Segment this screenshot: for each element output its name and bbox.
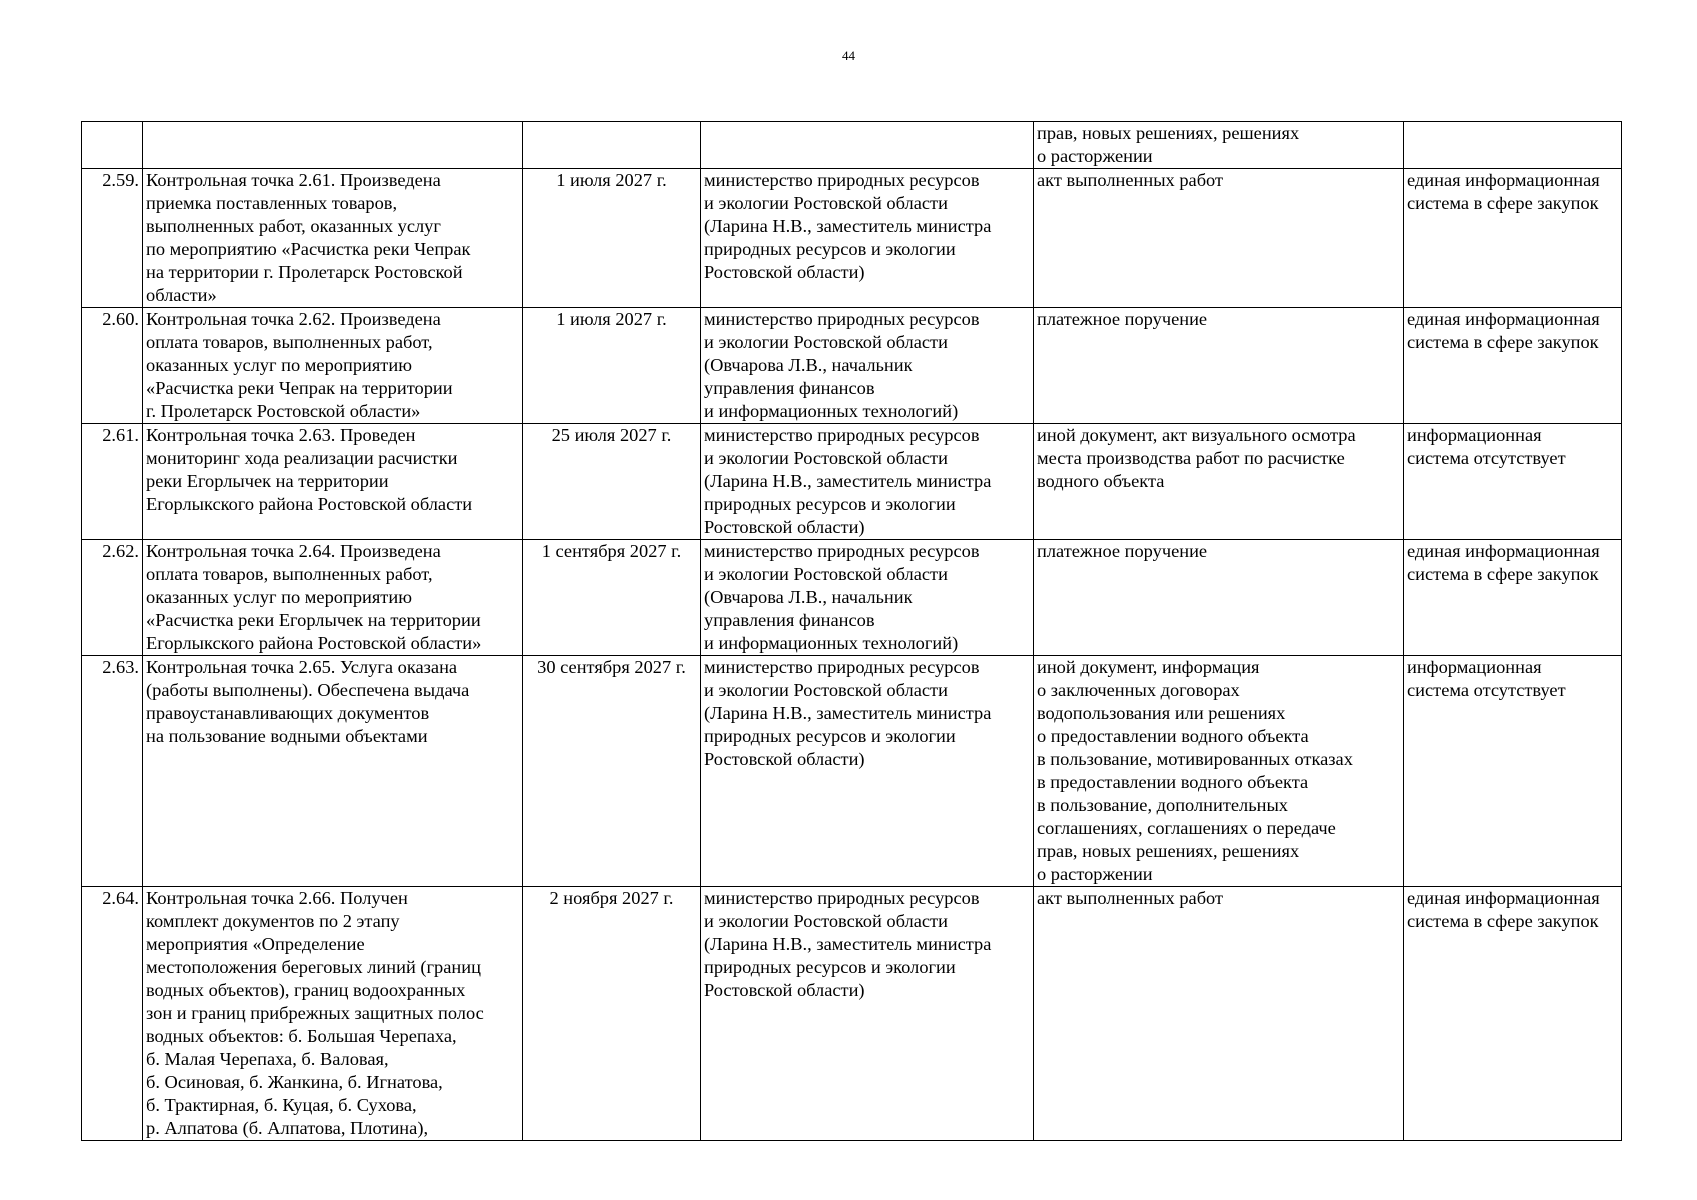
cell-event bbox=[143, 656, 523, 887]
cell-text-line: система отсутствует bbox=[1407, 680, 1566, 700]
cell-responsible bbox=[701, 169, 1034, 308]
cell-text-line: соглашениях, соглашениях о передаче bbox=[1037, 818, 1336, 838]
cell-event bbox=[143, 122, 523, 169]
cell-text-line: Контрольная точка 2.63. Проведен bbox=[146, 425, 416, 445]
table-row bbox=[82, 122, 1622, 169]
cell-responsible bbox=[701, 122, 1034, 169]
cell-text-line: о предоставлении водного объекта bbox=[1037, 726, 1309, 746]
table-row bbox=[82, 540, 1622, 656]
cell-text-line: р. Алпатова (б. Алпатова, Плотина), bbox=[146, 1118, 429, 1138]
cell-text-line: г. Пролетарск Ростовской области» bbox=[146, 401, 421, 421]
cell-text-line: и информационных технологий) bbox=[704, 633, 959, 653]
cell-system bbox=[1404, 540, 1622, 656]
cell-text-line: иной документ, акт визуального осмотра bbox=[1037, 425, 1356, 445]
cell-text-line: природных ресурсов и экологии bbox=[704, 494, 956, 514]
cell-text-line: «Расчистка реки Чепрак на территории bbox=[146, 378, 453, 398]
cell-text-line: управления финансов bbox=[704, 378, 875, 398]
cell-date bbox=[523, 122, 701, 169]
cell-text-line: система в сфере закупок bbox=[1407, 332, 1599, 352]
cell-text-line: акт выполненных работ bbox=[1037, 170, 1224, 190]
cell-document bbox=[1034, 656, 1404, 887]
cell-text-line: и информационных технологий) bbox=[704, 401, 959, 421]
cell-event bbox=[143, 887, 523, 1141]
cell-text-line: управления финансов bbox=[704, 610, 875, 630]
cell-text-line: Ростовской области) bbox=[704, 517, 865, 537]
cell-text-line: (Ларина Н.В., заместитель министра bbox=[704, 471, 992, 491]
cell-text-line: Контрольная точка 2.65. Услуга оказана bbox=[146, 657, 458, 677]
cell-text-line: природных ресурсов и экологии bbox=[704, 239, 956, 259]
cell-text-line: система в сфере закупок bbox=[1407, 911, 1599, 931]
cell-text-line: мониторинг хода реализации расчистки bbox=[146, 448, 458, 468]
cell-text-line: б. Трактирная, б. Куцая, б. Сухова, bbox=[146, 1095, 417, 1115]
cell-text-line: Егорлыкского района Ростовской области bbox=[146, 494, 473, 514]
cell-text-line: б. Осиновая, б. Жанкина, б. Игнатова, bbox=[146, 1072, 443, 1092]
cell-system bbox=[1404, 308, 1622, 424]
cell-date: 1 июля 2027 г. bbox=[523, 169, 701, 308]
cell-text-line: (Ларина Н.В., заместитель министра bbox=[704, 216, 992, 236]
cell-text-line: единая информационная bbox=[1407, 309, 1600, 329]
cell-text-line: в пользование, мотивированных отказах bbox=[1037, 749, 1353, 769]
cell-text-line: прав, новых решениях, решениях bbox=[1037, 841, 1300, 861]
cell-text-line: министерство природных ресурсов bbox=[704, 309, 980, 329]
cell-system bbox=[1404, 656, 1622, 887]
cell-text-line: в пользование, дополнительных bbox=[1037, 795, 1289, 815]
cell-text-line: правоустанавливающих документов bbox=[146, 703, 430, 723]
cell-text-line: система в сфере закупок bbox=[1407, 193, 1599, 213]
cell-text-line: «Расчистка реки Егорлычек на территории bbox=[146, 610, 481, 630]
cell-responsible bbox=[701, 540, 1034, 656]
cell-number: 2.62. bbox=[82, 540, 143, 656]
cell-system bbox=[1404, 122, 1622, 169]
cell-date: 1 сентября 2027 г. bbox=[523, 540, 701, 656]
table-row bbox=[82, 308, 1622, 424]
cell-text-line: министерство природных ресурсов bbox=[704, 170, 980, 190]
cell-text-line: выполненных работ, оказанных услуг bbox=[146, 216, 441, 236]
page-number: 44 bbox=[842, 48, 855, 63]
cell-text-line: реки Егорлычек на территории bbox=[146, 471, 389, 491]
cell-text-line: (Овчарова Л.В., начальник bbox=[704, 355, 913, 375]
cell-text-line: мероприятия «Определение bbox=[146, 934, 365, 954]
cell-text-line: министерство природных ресурсов bbox=[704, 541, 980, 561]
cell-text-line: на пользование водными объектами bbox=[146, 726, 428, 746]
table-row bbox=[82, 887, 1622, 1141]
cell-text-line: и экологии Ростовской области bbox=[704, 332, 948, 352]
cell-text-line: информационная bbox=[1407, 425, 1542, 445]
cell-text-line: оказанных услуг по мероприятию bbox=[146, 587, 412, 607]
cell-text-line: единая информационная bbox=[1407, 541, 1600, 561]
cell-text-line: Контрольная точка 2.66. Получен bbox=[146, 888, 408, 908]
cell-text-line: информационная bbox=[1407, 657, 1542, 677]
cell-document bbox=[1034, 424, 1404, 540]
cell-document bbox=[1034, 540, 1404, 656]
cell-number: 2.63. bbox=[82, 656, 143, 887]
cell-text-line: платежное поручение bbox=[1037, 309, 1208, 329]
cell-text-line: прав, новых решениях, решениях bbox=[1037, 123, 1300, 143]
cell-text-line: водопользования или решениях bbox=[1037, 703, 1286, 723]
cell-system bbox=[1404, 887, 1622, 1141]
cell-responsible bbox=[701, 308, 1034, 424]
cell-document bbox=[1034, 308, 1404, 424]
cell-text-line: водного объекта bbox=[1037, 471, 1165, 491]
cell-date: 2 ноября 2027 г. bbox=[523, 887, 701, 1141]
cell-text-line: оплата товаров, выполненных работ, bbox=[146, 332, 433, 352]
cell-text-line: водных объектов: б. Большая Черепаха, bbox=[146, 1026, 457, 1046]
cell-text-line: министерство природных ресурсов bbox=[704, 425, 980, 445]
cell-text-line: иной документ, информация bbox=[1037, 657, 1260, 677]
cell-text-line: б. Малая Черепаха, б. Валовая, bbox=[146, 1049, 389, 1069]
cell-text-line: система отсутствует bbox=[1407, 448, 1566, 468]
cell-text-line: оплата товаров, выполненных работ, bbox=[146, 564, 433, 584]
cell-text-line: о заключенных договорах bbox=[1037, 680, 1240, 700]
cell-text-line: на территории г. Пролетарск Ростовской bbox=[146, 262, 463, 282]
cell-event bbox=[143, 169, 523, 308]
cell-text-line: приемка поставленных товаров, bbox=[146, 193, 398, 213]
cell-text-line: единая информационная bbox=[1407, 170, 1600, 190]
cell-text-line: природных ресурсов и экологии bbox=[704, 726, 956, 746]
cell-text-line: Ростовской области) bbox=[704, 980, 865, 1000]
cell-text-line: и экологии Ростовской области bbox=[704, 911, 948, 931]
cell-text-line: система в сфере закупок bbox=[1407, 564, 1599, 584]
cell-text-line: и экологии Ростовской области bbox=[704, 564, 948, 584]
cell-event bbox=[143, 424, 523, 540]
cell-text-line: по мероприятию «Расчистка реки Чепрак bbox=[146, 239, 471, 259]
cell-document bbox=[1034, 169, 1404, 308]
cell-text-line: водных объектов), границ водоохранных bbox=[146, 980, 466, 1000]
cell-number: 2.60. bbox=[82, 308, 143, 424]
table-body bbox=[82, 122, 1622, 1141]
cell-responsible bbox=[701, 656, 1034, 887]
cell-text-line: и экологии Ростовской области bbox=[704, 193, 948, 213]
cell-text-line: (Ларина Н.В., заместитель министра bbox=[704, 934, 992, 954]
cell-system bbox=[1404, 169, 1622, 308]
cell-responsible bbox=[701, 424, 1034, 540]
cell-event bbox=[143, 540, 523, 656]
cell-text-line: зон и границ прибрежных защитных полос bbox=[146, 1003, 484, 1023]
cell-text-line: о расторжении bbox=[1037, 146, 1153, 166]
cell-text-line: в предоставлении водного объекта bbox=[1037, 772, 1309, 792]
cell-text-line: министерство природных ресурсов bbox=[704, 888, 980, 908]
cell-number bbox=[82, 122, 143, 169]
cell-date: 30 сентября 2027 г. bbox=[523, 656, 701, 887]
cell-text-line: Контрольная точка 2.62. Произведена bbox=[146, 309, 441, 329]
cell-text-line: оказанных услуг по мероприятию bbox=[146, 355, 412, 375]
cell-text-line: акт выполненных работ bbox=[1037, 888, 1224, 908]
cell-document bbox=[1034, 887, 1404, 1141]
cell-number: 2.64. bbox=[82, 887, 143, 1141]
cell-text-line: платежное поручение bbox=[1037, 541, 1208, 561]
cell-number: 2.61. bbox=[82, 424, 143, 540]
cell-text-line: о расторжении bbox=[1037, 864, 1153, 884]
cell-date: 1 июля 2027 г. bbox=[523, 308, 701, 424]
cell-responsible bbox=[701, 887, 1034, 1141]
cell-system bbox=[1404, 424, 1622, 540]
cell-text-line: природных ресурсов и экологии bbox=[704, 957, 956, 977]
cell-number: 2.59. bbox=[82, 169, 143, 308]
table-row bbox=[82, 656, 1622, 887]
cell-date: 25 июля 2027 г. bbox=[523, 424, 701, 540]
cell-text-line: и экологии Ростовской области bbox=[704, 448, 948, 468]
cell-text-line: Контрольная точка 2.61. Произведена bbox=[146, 170, 441, 190]
cell-text-line: (Ларина Н.В., заместитель министра bbox=[704, 703, 992, 723]
table-row bbox=[82, 424, 1622, 540]
cell-text-line: единая информационная bbox=[1407, 888, 1600, 908]
cell-text-line: (работы выполнены). Обеспечена выдача bbox=[146, 680, 470, 700]
cell-text-line: Егорлыкского района Ростовской области» bbox=[146, 633, 482, 653]
cell-text-line: области» bbox=[146, 285, 217, 305]
cell-event bbox=[143, 308, 523, 424]
cell-document bbox=[1034, 122, 1404, 169]
cell-text-line: Контрольная точка 2.64. Произведена bbox=[146, 541, 441, 561]
cell-text-line: министерство природных ресурсов bbox=[704, 657, 980, 677]
cell-text-line: комплект документов по 2 этапу bbox=[146, 911, 400, 931]
cell-text-line: местоположения береговых линий (границ bbox=[146, 957, 481, 977]
control-points-table bbox=[81, 121, 1622, 1141]
cell-text-line: Ростовской области) bbox=[704, 749, 865, 769]
cell-text-line: и экологии Ростовской области bbox=[704, 680, 948, 700]
cell-text-line: места производства работ по расчистке bbox=[1037, 448, 1345, 468]
table-row bbox=[82, 169, 1622, 308]
cell-text-line: (Овчарова Л.В., начальник bbox=[704, 587, 913, 607]
cell-text-line: Ростовской области) bbox=[704, 262, 865, 282]
